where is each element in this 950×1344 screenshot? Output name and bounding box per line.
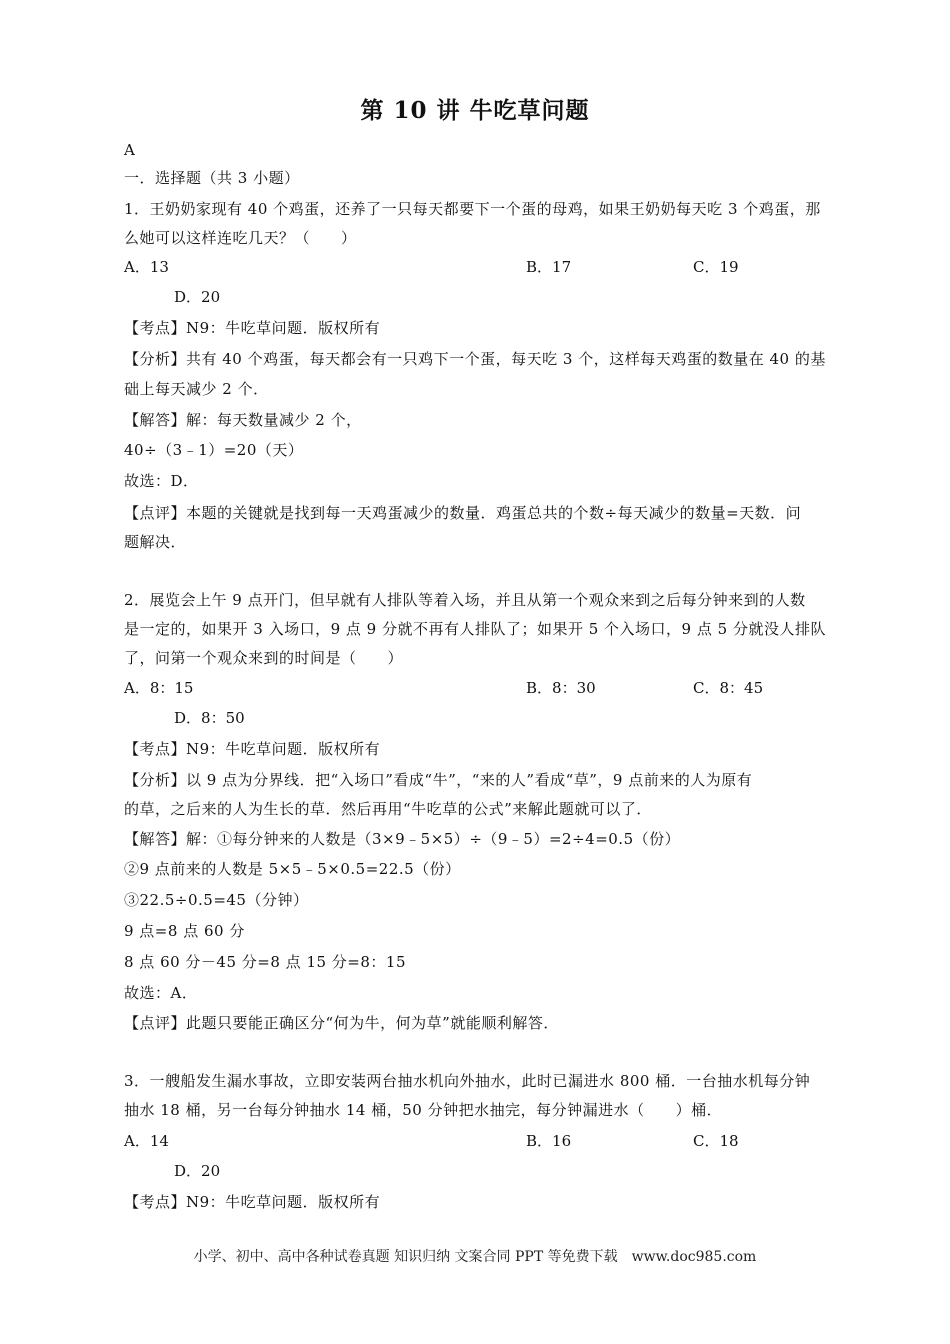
q2-comment-line-1: 【点评】此题只要能正确区分“何为牛，何为草”就能顺利解答． xyxy=(124,1014,559,1032)
q1-stem-line-1: 1．王奶奶家现有 40 个鸡蛋，还养了一只每天都要下一个蛋的母鸡，如果王奶奶每天吃 3 个鸡蛋，那 xyxy=(124,200,821,218)
q3-kaodian: 【考点】N9：牛吃草问题．版权所有 xyxy=(124,1193,381,1211)
q2-kaodian: 【考点】N9：牛吃草问题．版权所有 xyxy=(124,740,381,758)
q2-solution-line-2: ②9 点前来的人数是 5×5﹣5×0.5=22.5（份） xyxy=(124,860,461,878)
q1-option-a: A．13 xyxy=(124,258,169,276)
q1-option-b: B．17 xyxy=(526,258,572,276)
q2-option-d: D．8：50 xyxy=(174,709,245,727)
q1-option-d: D．20 xyxy=(174,288,221,306)
level-label: A xyxy=(124,141,136,159)
q1-solution-line-2: 40÷（3﹣1）=20（天） xyxy=(124,441,304,459)
page-footer: 小学、初中、高中各种试卷真题 知识归纳 文案合同 PPT 等免费下载 www.doc985.com xyxy=(193,1249,757,1265)
q1-comment-line-1: 【点评】本题的关键就是找到每一天鸡蛋减少的数量．鸡蛋总共的个数÷每天减少的数量=天数．问 xyxy=(124,504,802,522)
q1-comment-line-2: 题解决． xyxy=(124,533,187,551)
q1-solution-line-3: 故选：D． xyxy=(124,472,199,490)
q3-option-d: D．20 xyxy=(174,1162,221,1180)
section-heading: 一．选择题（共 3 小题） xyxy=(124,169,300,187)
q2-solution-line-5: 8 点 60 分－45 分=8 点 15 分=8：15 xyxy=(124,953,406,971)
page-title: 第 10 讲 牛吃草问题 xyxy=(360,97,590,124)
q2-analysis-line-2: 的草，之后来的人为生长的草．然后再用“牛吃草的公式”来解此题就可以了． xyxy=(124,800,652,818)
q3-option-c: C．18 xyxy=(693,1132,739,1150)
q2-solution-line-1: 【解答】解：①每分钟来的人数是（3×9﹣5×5）÷（9﹣5）=2÷4=0.5（份） xyxy=(124,830,681,848)
q2-option-a: A．8：15 xyxy=(124,679,194,697)
q2-stem-line-1: 2．展览会上午 9 点开门，但早就有人排队等着入场，并且从第一个观众来到之后每分钟来到的人数 xyxy=(124,591,806,609)
q2-stem-line-2: 是一定的，如果开 3 入场口，9 点 9 分就不再有人排队了；如果开 5 个入场口，9 点 5 分就没人排队 xyxy=(124,620,826,638)
q3-stem-line-2: 抽水 18 桶，另一台每分钟抽水 14 桶，50 分钟把水抽完，每分钟漏进水（ ）桶． xyxy=(124,1101,723,1119)
q1-analysis-line-1: 【分析】共有 40 个鸡蛋，每天都会有一只鸡下一个蛋，每天吃 3 个，这样每天鸡蛋的数量在 40 的基 xyxy=(124,350,826,368)
q1-solution-line-1: 【解答】解：每天数量减少 2 个， xyxy=(124,411,362,429)
q2-option-b: B．8：30 xyxy=(526,679,596,697)
q2-solution-line-6: 故选：A． xyxy=(124,984,198,1002)
q3-option-b: B．16 xyxy=(526,1132,572,1150)
q2-solution-line-3: ③22.5÷0.5=45（分钟） xyxy=(124,891,309,909)
q1-stem-line-2: 么她可以这样连吃几天？（ ） xyxy=(124,229,357,247)
q2-stem-line-3: 了，问第一个观众来到的时间是（ ） xyxy=(124,649,404,667)
q2-option-c: C．8：45 xyxy=(693,679,764,697)
q2-analysis-line-1: 【分析】以 9 点为分界线．把“入场口”看成“牛”，“来的人”看成“草”，9 点前来的人为原有 xyxy=(124,771,753,789)
q1-kaodian: 【考点】N9：牛吃草问题．版权所有 xyxy=(124,319,381,337)
q3-stem-line-1: 3．一艘船发生漏水事故，立即安装两台抽水机向外抽水，此时已漏进水 800 桶．一台抽水机每分钟 xyxy=(124,1072,811,1090)
q2-solution-line-4: 9 点=8 点 60 分 xyxy=(124,922,245,940)
q3-option-a: A．14 xyxy=(124,1132,169,1150)
q1-analysis-line-2: 础上每天减少 2 个． xyxy=(124,380,269,398)
q1-option-c: C．19 xyxy=(693,258,739,276)
